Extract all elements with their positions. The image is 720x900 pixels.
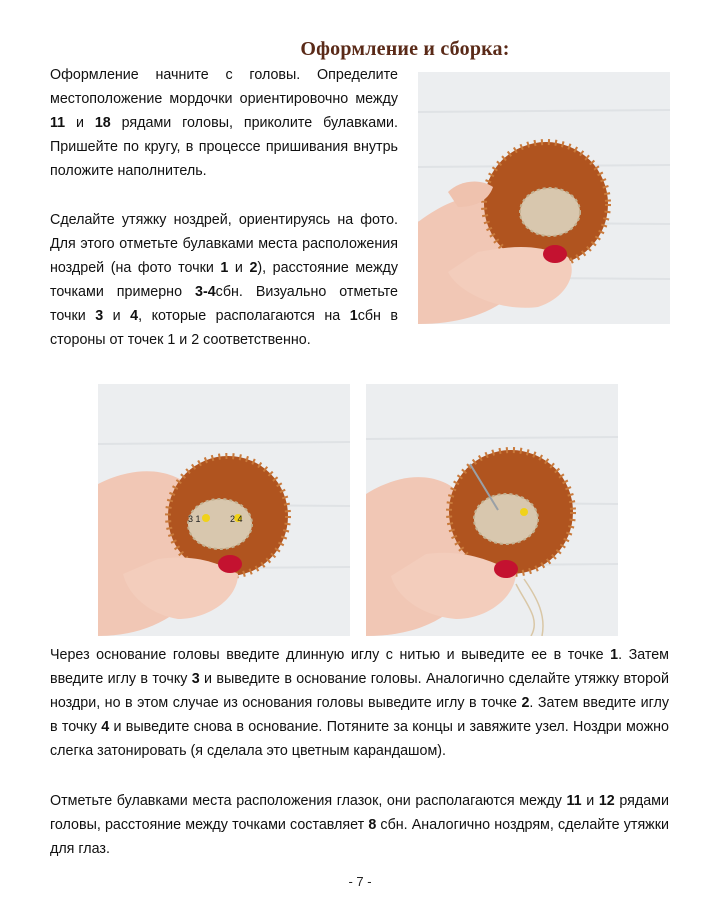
bold-number: 4 <box>130 308 139 324</box>
bold-number: 1 <box>220 260 229 276</box>
label-points-left: 3 1 <box>188 514 201 524</box>
photo-head-with-needle <box>366 384 618 636</box>
bold-number: 3 <box>191 671 200 687</box>
photo-head-marked-points <box>98 384 350 636</box>
bold-number: 18 <box>94 115 111 131</box>
bold-number: 2 <box>249 260 258 276</box>
bold-number: 8 <box>368 817 377 833</box>
page-number: - 7 - <box>348 874 372 889</box>
bold-number: 3-4 <box>195 284 216 300</box>
photo-head-with-muzzle <box>418 72 670 324</box>
bold-number: 3 <box>95 308 104 324</box>
page-title: Оформление и сборка: <box>300 38 510 60</box>
bold-number: 11 <box>50 115 66 131</box>
bold-number: 12 <box>598 793 615 809</box>
label-points-right: 2 4 <box>230 514 243 524</box>
paragraph-needle-steps: Через основание головы введите длинную иглу с нитью и выведите ее в точке 1. Затем введите иглу в точку 3 и выведите в основание головы. Аналогично сделайте утяжку второй ноздри, но в этом случае из основания головы выведите иглу в точке 2. Затем введите иглу в точку 4 и выведите снова в основание. Потяните за концы и завяжите узел. Ноздри можно слегка затонировать (я сделала это цветным карандашом). <box>50 647 670 759</box>
bold-number: 4 <box>101 719 110 735</box>
paragraph-eyes: Отметьте булавками места расположения глазок, они располагаются между 11 и 12 рядами головы, расстояние между точками составляет 8 сбн. Аналогично ноздрям, сделайте утяжки для глаз. <box>50 793 669 857</box>
bold-number: 1 <box>610 647 619 663</box>
bold-number: 2 <box>521 695 530 711</box>
bold-number: 11 <box>566 793 582 809</box>
paragraph-face-placement: Оформление начните с головы. Определите местоположение мордочки ориентировочно между 11 и 18 рядами головы, приколите булавками. Пришейте по кругу, в процессе пришивания внутрь положите наполнитель. <box>50 67 398 179</box>
bold-number: 1 <box>349 308 358 324</box>
paragraph-nostrils: Сделайте утяжку ноздрей, ориентируясь на фото. Для этого отметьте булавками места расположения ноздрей (на фото точки 1 и 2), расстояние между точками примерно 3-4сбн. Визуально отметьте точки 3 и 4, которые располагаются на 1сбн в стороны от точек 1 и 2 соответственно. <box>50 212 399 348</box>
